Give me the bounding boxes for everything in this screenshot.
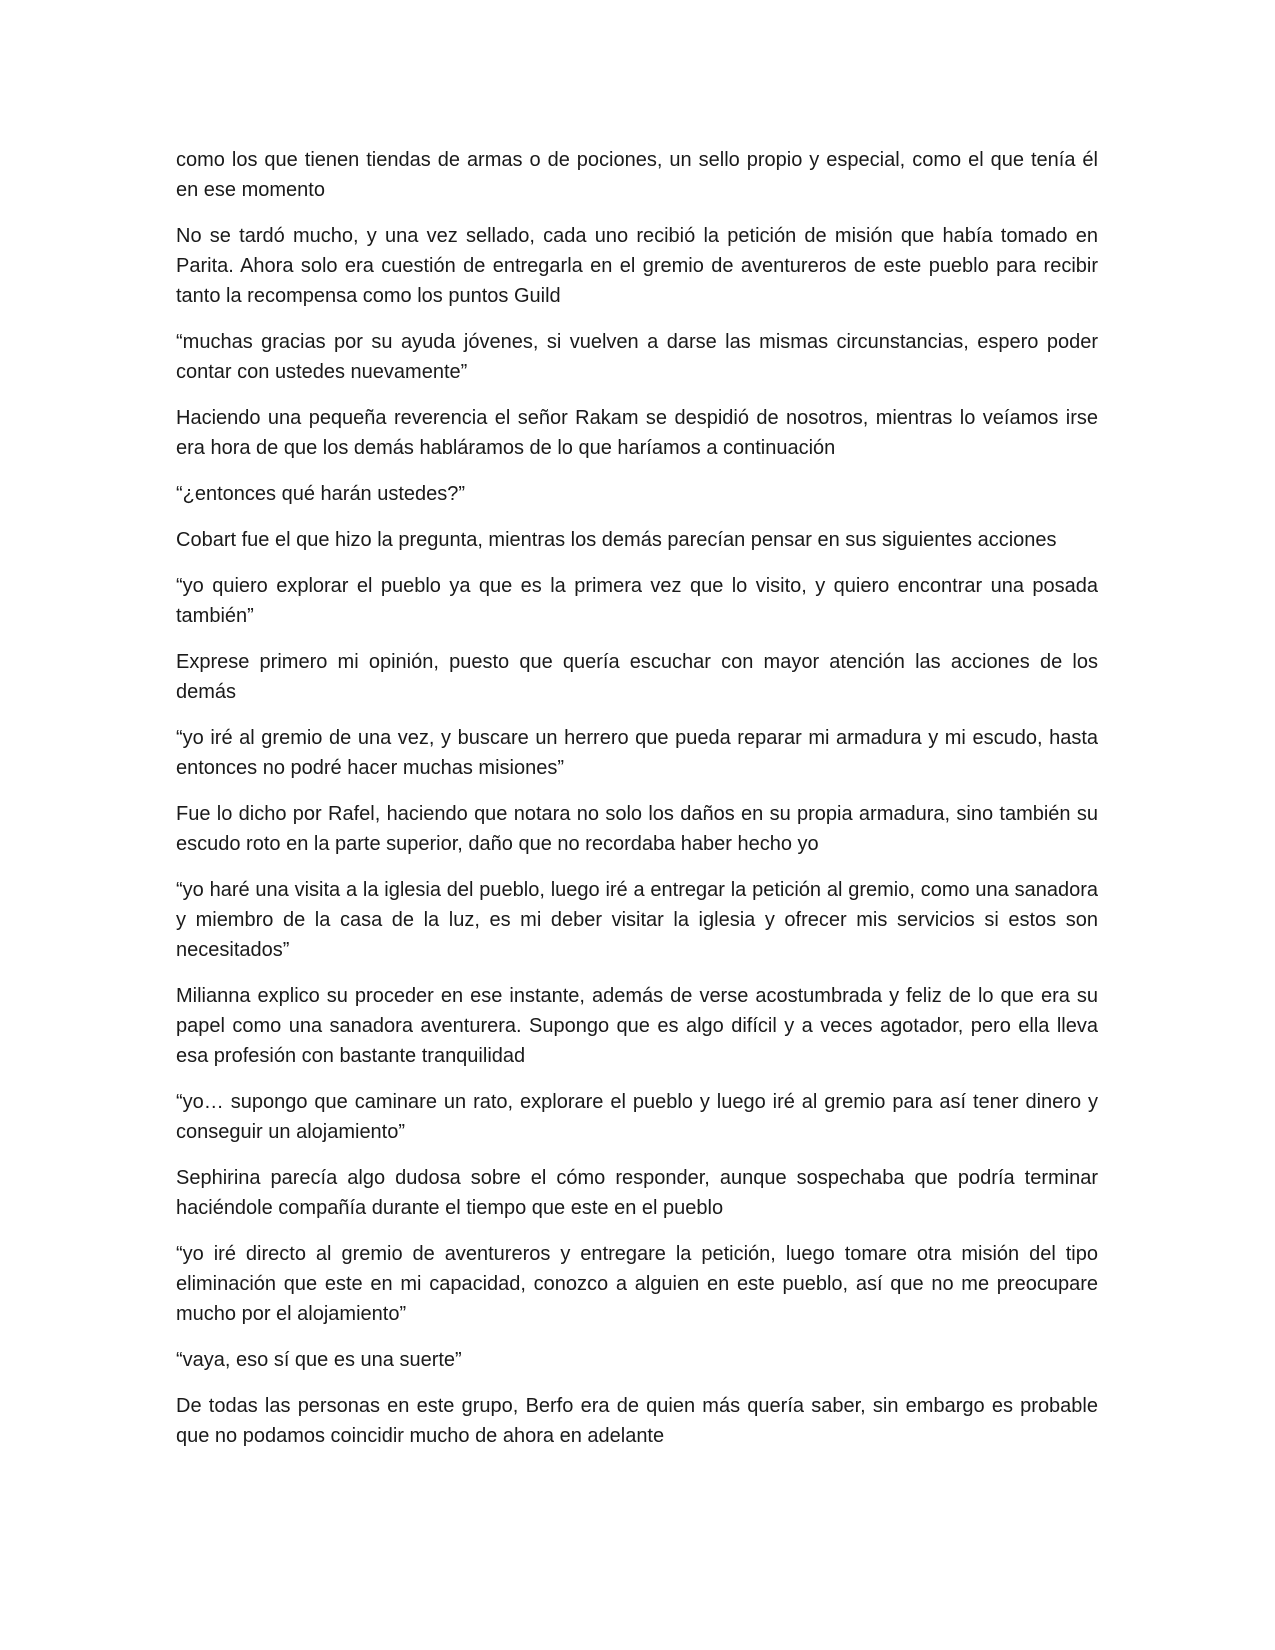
paragraph: Haciendo una pequeña reverencia el señor Rakam se despidió de nosotros, mientras lo veíamos irse era hora de que los demás habláramos de lo que haríamos a continuación: [176, 407, 1098, 459]
body-text: [176, 145, 1098, 1467]
paragraph: “vaya, eso sí que es una suerte”: [176, 1349, 462, 1371]
paragraph: “yo haré una visita a la iglesia del pueblo, luego iré a entregar la petición al gremio, como una sanadora y miembro de la casa de la luz, es mi deber visitar la iglesia y ofrecer mis servicios si estos son necesitados”: [176, 879, 1098, 961]
paragraph: “yo iré al gremio de una vez, y buscare un herrero que pueda reparar mi armadura y mi escudo, hasta entonces no podré hacer muchas misiones”: [176, 727, 1098, 779]
paragraph: “yo quiero explorar el pueblo ya que es la primera vez que lo visito, y quiero encontrar una posada también”: [176, 575, 1098, 627]
paragraph: “muchas gracias por su ayuda jóvenes, si vuelven a darse las mismas circunstancias, espero poder contar con ustedes nuevamente”: [176, 331, 1098, 383]
paragraph: Milianna explico su proceder en ese instante, además de verse acostumbrada y feliz de lo que era su papel como una sanadora aventurera. Supongo que es algo difícil y a veces agotador, pero ella lleva esa profesión con bastante tranquilidad: [176, 985, 1098, 1067]
paragraph: De todas las personas en este grupo, Berfo era de quien más quería saber, sin embargo es probable que no podamos coincidir mucho de ahora en adelante: [176, 1395, 1098, 1447]
paragraph: “yo… supongo que caminare un rato, explorare el pueblo y luego iré al gremio para así tener dinero y conseguir un alojamiento”: [176, 1091, 1098, 1143]
paragraph: Sephirina parecía algo dudosa sobre el cómo responder, aunque sospechaba que podría terminar haciéndole compañía durante el tiempo que este en el pueblo: [176, 1167, 1098, 1219]
paragraph: Fue lo dicho por Rafel, haciendo que notara no solo los daños en su propia armadura, sino también su escudo roto en la parte superior, daño que no recordaba haber hecho yo: [176, 803, 1098, 855]
paragraph: “yo iré directo al gremio de aventureros y entregare la petición, luego tomare otra misión del tipo eliminación que este en mi capacidad, conozco a alguien en este pueblo, así que no me preocupare mucho por el alojamiento”: [176, 1243, 1098, 1325]
paragraph: No se tardó mucho, y una vez sellado, cada uno recibió la petición de misión que había tomado en Parita. Ahora solo era cuestión de entregarla en el gremio de aventureros de este pueblo para recibir tanto la recompensa como los puntos Guild: [176, 225, 1098, 307]
paragraph: como los que tienen tiendas de armas o de pociones, un sello propio y especial, como el que tenía él en ese momento: [176, 149, 1098, 201]
paragraph: Exprese primero mi opinión, puesto que quería escuchar con mayor atención las acciones de los demás: [176, 651, 1098, 703]
paragraph: “¿entonces qué harán ustedes?”: [176, 483, 466, 505]
paragraph: Cobart fue el que hizo la pregunta, mientras los demás parecían pensar en sus siguientes acciones: [176, 529, 1057, 551]
